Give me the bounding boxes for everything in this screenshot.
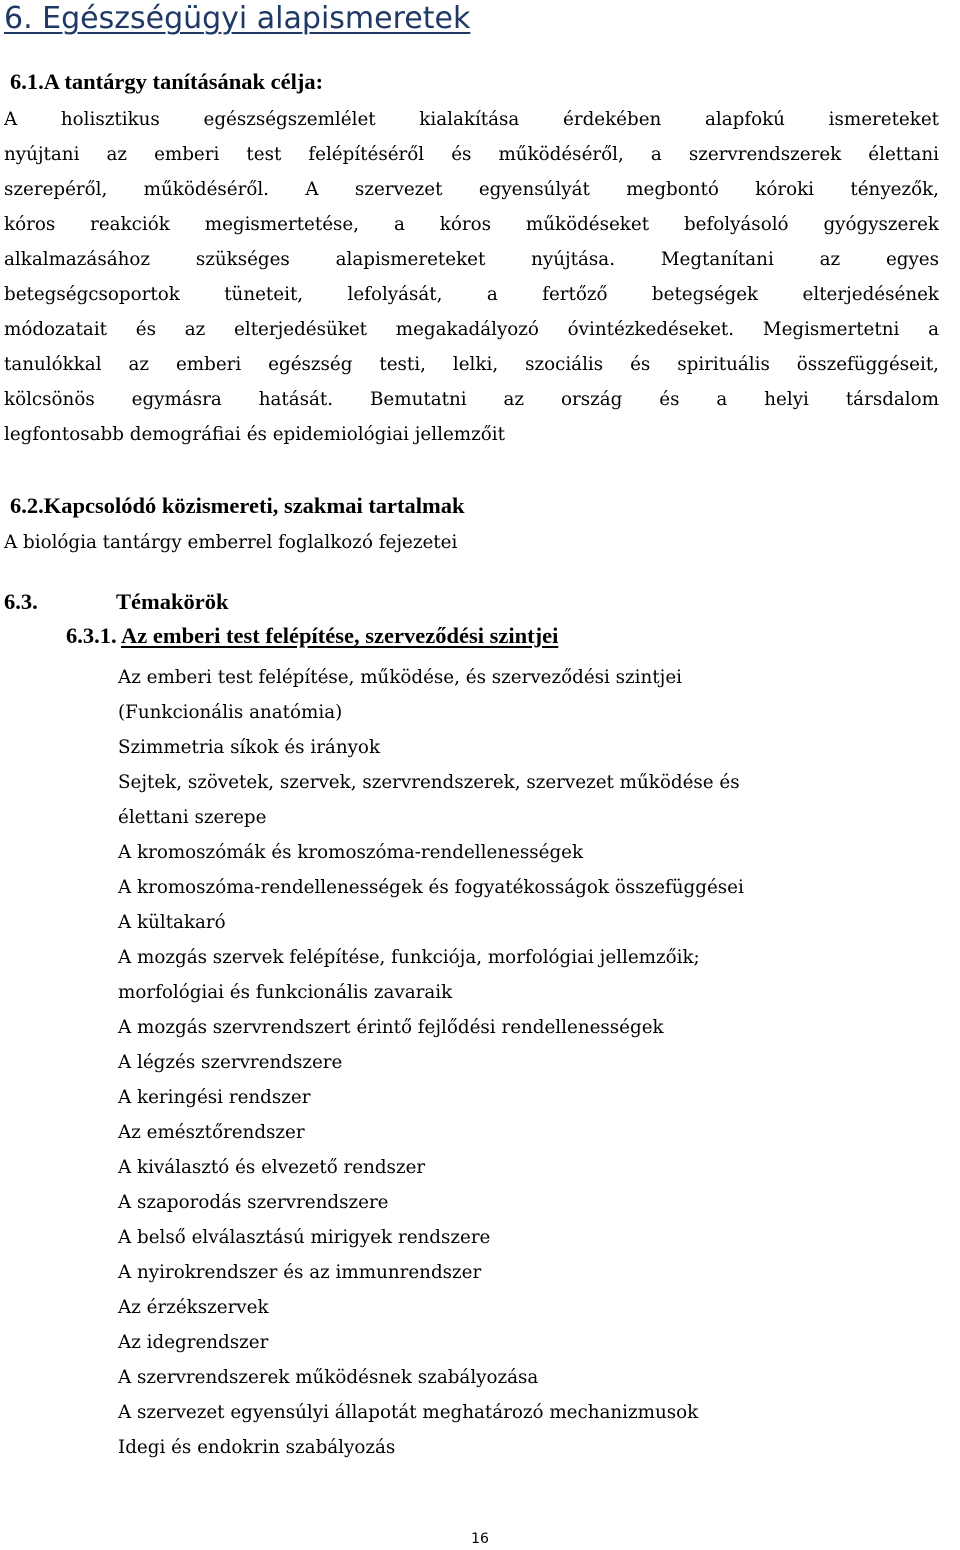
section-6-2-heading (10, 492, 465, 520)
topic-list (118, 660, 938, 1465)
section-6-3-heading (4, 588, 229, 616)
list-item: Szimmetria síkok és irányok (118, 737, 381, 758)
section-6-3-title: Témakörök (116, 589, 229, 614)
body-line: legfontosabb demográfiai és epidemiológiai jellemzőit (4, 424, 505, 445)
subsection-6-3-1-number: 6.3.1. (66, 623, 117, 648)
list-item: A kiválasztó és elvezető rendszer (118, 1157, 426, 1178)
section-6-3-number: 6.3. (4, 589, 38, 614)
section-6-1-number: 6.1. (10, 69, 44, 94)
body-line: módozatait és az elterjedésüket megakadályozó óvintézkedéseket. Megismertetni a (4, 319, 939, 340)
body-line: kölcsönös egymásra hatását. Bemutatni az ország és a helyi társdalom (4, 389, 939, 410)
list-item: A légzés szervrendszere (118, 1052, 343, 1073)
list-item: A kromoszóma-rendellenességek és fogyatékosságok összefüggései (118, 877, 744, 898)
list-item: A kromoszómák és kromoszóma-rendellenességek (118, 842, 584, 863)
body-line: tanulókkal az emberi egészség testi, lelki, szociális és spirituális összefüggéseit, (4, 354, 939, 375)
list-item: morfológiai és funkcionális zavaraik (118, 982, 453, 1003)
body-line: A holisztikus egészségszemlélet kialakítása érdekében alapfokú ismereteket (4, 109, 939, 130)
section-6-2-body: A biológia tantárgy emberrel foglalkozó fejezetei (4, 532, 458, 553)
body-line: szerepéről, működéséről. A szervezet egyensúlyát megbontó kóroki tényezők, (4, 179, 939, 200)
list-item: Az emésztőrendszer (118, 1122, 305, 1143)
list-item: A nyirokrendszer és az immunrendszer (118, 1262, 482, 1283)
subsection-6-3-1-title: Az emberi test felépítése, szerveződési szintjei (121, 623, 559, 648)
list-item: Idegi és endokrin szabályozás (118, 1437, 396, 1458)
section-6-1-body (4, 102, 939, 452)
list-item: A keringési rendszer (118, 1087, 311, 1108)
list-item: A mozgás szervrendszert érintő fejlődési rendellenességek (118, 1017, 664, 1038)
body-line: kóros reakciók megismertetése, a kóros működéseket befolyásoló gyógyszerek (4, 214, 939, 235)
list-item: (Funkcionális anatómia) (118, 702, 343, 723)
body-line: nyújtani az emberi test felépítéséről és működéséről, a szervrendszerek élettani (4, 144, 939, 165)
section-6-2-number: 6.2. (10, 493, 44, 518)
list-item: Az érzékszervek (118, 1297, 269, 1318)
list-item: Az idegrendszer (118, 1332, 269, 1353)
chapter-title: 6. Egészségügyi alapismeretek (4, 1, 471, 36)
subsection-6-3-1-heading (66, 622, 558, 650)
list-item: A mozgás szervek felépítése, funkciója, morfológiai jellemzőik; (118, 947, 700, 968)
list-item: A belső elválasztású mirigyek rendszere (118, 1227, 491, 1248)
list-item: A szervezet egyensúlyi állapotát meghatározó mechanizmusok (118, 1402, 699, 1423)
section-6-1-heading (10, 68, 323, 96)
list-item: A kültakaró (118, 912, 226, 933)
list-item: élettani szerepe (118, 807, 267, 828)
body-line: alkalmazásához szükséges alapismereteket nyújtása. Megtanítani az egyes (4, 249, 939, 270)
body-line: betegségcsoportok tüneteit, lefolyását, a fertőző betegségek elterjedésének (4, 284, 939, 305)
section-6-1-title: A tantárgy tanításának célja: (43, 69, 324, 94)
list-item: Sejtek, szövetek, szervek, szervrendszerek, szervezet működése és (118, 772, 740, 793)
list-item: Az emberi test felépítése, működése, és szerveződési szintjei (118, 667, 682, 688)
list-item: A szervrendszerek működésnek szabályozása (118, 1367, 539, 1388)
page-number: 16 (471, 1531, 489, 1547)
list-item: A szaporodás szervrendszere (118, 1192, 389, 1213)
section-6-2-title: Kapcsolódó közismereti, szakmai tartalmak (43, 493, 465, 518)
